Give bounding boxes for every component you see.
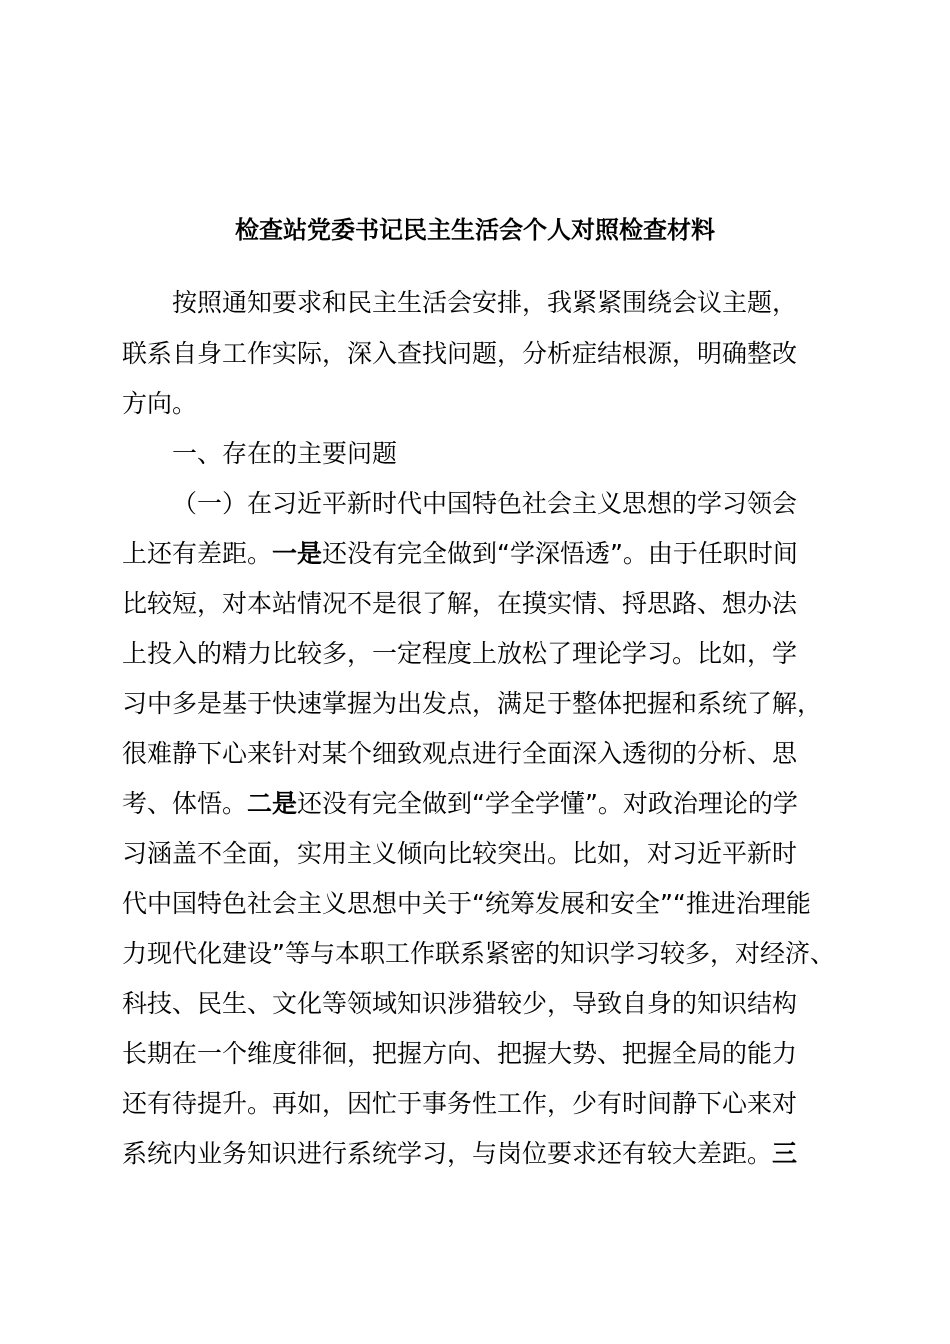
bold-marker: 三 bbox=[772, 1139, 798, 1168]
paragraph-line: 方向。 bbox=[122, 389, 198, 418]
paragraph-line: 联系自身工作实际，深入查找问题，分析症结根源，明确整改 bbox=[122, 339, 798, 368]
paragraph-line: 代中国特色社会主义思想中关于“统筹发展和安全”“推进治理能 bbox=[122, 889, 811, 918]
paragraph-line: 还有待提升。再如，因忙于事务性工作，少有时间静下心来对 bbox=[122, 1089, 798, 1118]
paragraph-line: 习涵盖不全面，实用主义倾向比较突出。比如，对习近平新时 bbox=[122, 839, 798, 868]
text-run: 上还有差距。 bbox=[122, 539, 273, 568]
paragraph-line: 长期在一个维度徘徊，把握方向、把握大势、把握全局的能力 bbox=[122, 1039, 798, 1068]
text-run: 系统内业务知识进行系统学习，与岗位要求还有较大差距。 bbox=[122, 1139, 773, 1168]
section-heading: 一、存在的主要问题 bbox=[172, 439, 398, 468]
paragraph-line: 力现代化建设”等与本职工作联系紧密的知识学习较多，对经济、 bbox=[122, 939, 835, 968]
text-run: 还没有完全做到“学深悟透”。由于任职时间 bbox=[322, 539, 798, 568]
bold-marker: 二是 bbox=[247, 789, 298, 818]
paragraph-line bbox=[122, 786, 798, 822]
paragraph-line: 习中多是基于快速掌握为出发点，满足于整体把握和系统了解， bbox=[122, 689, 823, 718]
paragraph-line: 比较短，对本站情况不是很了解，在摸实情、捋思路、想办法 bbox=[122, 589, 798, 618]
text-run: 还没有完全做到“学全学懂”。对政治理论的学 bbox=[297, 789, 798, 818]
paragraph-line bbox=[122, 1136, 797, 1172]
paragraph-line: 上投入的精力比较多，一定程度上放松了理论学习。比如，学 bbox=[122, 639, 798, 668]
paragraph-line: （一）在习近平新时代中国特色社会主义思想的学习领会 bbox=[172, 489, 798, 518]
paragraph-line: 按照通知要求和民主生活会安排，我紧紧围绕会议主题， bbox=[172, 288, 798, 317]
paragraph-line bbox=[122, 536, 798, 572]
paragraph-line: 很难静下心来针对某个细致观点进行全面深入透彻的分析、思 bbox=[122, 739, 798, 768]
document-title: 检查站党委书记民主生活会个人对照检查材料 bbox=[235, 216, 715, 244]
paragraph-line: 科技、民生、文化等领域知识涉猎较少，导致自身的知识结构 bbox=[122, 989, 798, 1018]
bold-marker: 一是 bbox=[272, 539, 323, 568]
text-run: 考、体悟。 bbox=[122, 789, 248, 818]
